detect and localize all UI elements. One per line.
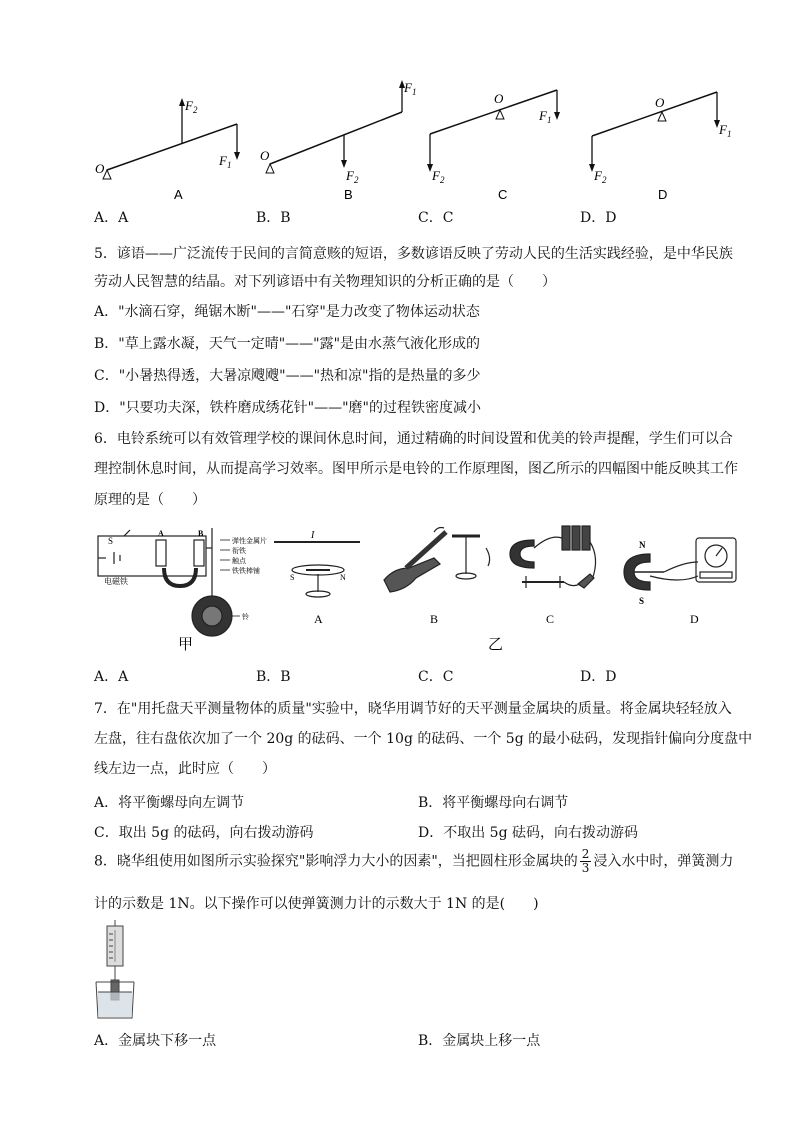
q6-stem-line3: 原理的是（ ） bbox=[94, 492, 206, 508]
lever-a bbox=[95, 98, 240, 179]
q8-stem-line2: 计的示数是 1N。以下操作可以使弹簧测力计的示数大于 1N 的是( ) bbox=[94, 896, 539, 912]
jia-label-1: 衔铁 bbox=[232, 547, 246, 555]
q5-stem-line1: 5．谚语——广泛流传于民间的言简意赅的短语，多数谚语反映了劳动人民的生活实践经验，是中华民族 bbox=[94, 246, 733, 262]
svg-text:F2: $F_2$ bbox=[594, 168, 607, 185]
q7-stem-line1: 7．在"用托盘天平测量物体的质量"实验中，晓华用调节好的天平测量金属块的质量。将金属块轻轻放入 bbox=[94, 701, 732, 717]
lever-b bbox=[260, 80, 416, 185]
yi-caption-c: C bbox=[546, 612, 555, 626]
yi-b-static bbox=[384, 528, 490, 593]
lever-caption-d: D bbox=[658, 187, 668, 202]
q6-stem-line2: 理控制休息时间，从而提高学习效率。图甲所示是电铃的工作原理图，图乙所示的四幅图中能反映其工作 bbox=[94, 461, 738, 477]
current-label: I bbox=[311, 530, 315, 541]
q5-option-b[interactable]: B．"草上露水凝，天气一定晴"——"露"是由水蒸气液化形成的 bbox=[94, 336, 481, 352]
q8-option-b[interactable]: B．金属块上移一点 bbox=[418, 1033, 541, 1049]
svg-text:O: O bbox=[655, 95, 665, 110]
q4-option-c[interactable]: C．C bbox=[418, 210, 454, 226]
svg-text:F2: $F_2$ bbox=[432, 168, 445, 185]
jia-label-4: 铃 bbox=[242, 613, 249, 621]
lever-caption-b: B bbox=[344, 187, 353, 202]
q6-option-d[interactable]: D．D bbox=[580, 669, 617, 685]
q4-option-b[interactable]: B．B bbox=[256, 210, 291, 226]
svg-text:O: O bbox=[494, 91, 504, 106]
jia-caption: 甲 bbox=[178, 637, 194, 653]
terminal-b: B bbox=[198, 529, 204, 538]
svg-text:F1: $F_1$ bbox=[404, 80, 417, 97]
yi-a-oersted bbox=[274, 542, 360, 597]
q8-option-a[interactable]: A．金属块下移一点 bbox=[94, 1033, 217, 1049]
yi-caption-d: D bbox=[690, 612, 699, 626]
compass-s: S bbox=[290, 573, 295, 582]
q5-option-d[interactable]: D．"只要功夫深，铁杵磨成绣花针"——"磨"的过程铁密度减小 bbox=[94, 400, 481, 416]
q7-stem-line3: 线左边一点，此时应（ ） bbox=[94, 761, 276, 777]
q7-option-d[interactable]: D．不取出 5g 砝码，向右拨动游码 bbox=[418, 825, 638, 841]
q8-fraction bbox=[580, 848, 592, 875]
svg-text:F2: $F_2$ bbox=[185, 98, 198, 115]
q6-option-b[interactable]: B．B bbox=[256, 669, 291, 685]
yi-caption-a: A bbox=[314, 612, 323, 626]
q6-option-a[interactable]: A．A bbox=[94, 669, 129, 685]
switch-label: S bbox=[108, 536, 114, 546]
q5-option-a[interactable]: A．"水滴石穿，绳锯木断"——"石穿"是力改变了物体运动状态 bbox=[94, 304, 480, 320]
q4-option-a[interactable]: A．A bbox=[94, 210, 129, 226]
compass-n: N bbox=[340, 573, 346, 582]
lever-caption-a: A bbox=[174, 187, 183, 202]
q6-figure bbox=[94, 518, 744, 653]
q8-stem-pre: 8．晓华组使用如图所示实验探究"影响浮力大小的因素"，当把圆柱形金属块的 bbox=[94, 853, 578, 870]
lever-d bbox=[589, 92, 731, 185]
q6-option-c[interactable]: C．C bbox=[418, 669, 454, 685]
q8-stem-line1 bbox=[94, 848, 733, 875]
svg-text:F1: $F_1$ bbox=[219, 153, 232, 170]
jia-label-0: 弹性金属片 bbox=[232, 537, 267, 545]
q5-stem-line2: 劳动人民智慧的结晶。对下列谚语中有关物理知识的分析正确的是（ ） bbox=[94, 274, 556, 290]
svg-text:F1: $F_1$ bbox=[719, 122, 732, 139]
magnet-s: S bbox=[639, 596, 645, 606]
jia-label-3: 铁铁棒铺 bbox=[232, 567, 260, 575]
q7-option-b[interactable]: B．将平衡螺母向右调节 bbox=[418, 795, 569, 811]
q8-figure bbox=[90, 920, 140, 1020]
q8-stem-post: 浸入水中时，弹簧测力 bbox=[593, 853, 734, 870]
q8-frac-den: 3 bbox=[581, 861, 590, 875]
label-o: O bbox=[95, 161, 105, 176]
electromagnet-label: 电磁铁 bbox=[104, 577, 128, 586]
lever-caption-c: C bbox=[498, 187, 508, 202]
svg-text:F1: $F_1$ bbox=[539, 108, 552, 125]
lever-figure bbox=[92, 72, 732, 202]
yi-caption-b: B bbox=[430, 612, 439, 626]
q7-option-a[interactable]: A．将平衡螺母向左调节 bbox=[94, 795, 245, 811]
q7-stem-line2: 左盘，往右盘依次加了一个 20g 的砝码、一个 10g 的砝码、一个 5g 的最小砝码，发现指针偏向分度盘中 bbox=[94, 731, 753, 747]
lever-c bbox=[427, 90, 560, 185]
q5-option-c[interactable]: C．"小暑热得透，大暑凉飕飕"——"热和凉"指的是热量的多少 bbox=[94, 368, 481, 384]
q8-frac-num: 2 bbox=[581, 847, 590, 861]
terminal-a: A bbox=[158, 529, 164, 538]
magnet-n: N bbox=[639, 540, 646, 550]
q7-option-c[interactable]: C．取出 5g 的砝码，向右拨动游码 bbox=[94, 825, 314, 841]
yi-caption: 乙 bbox=[488, 637, 504, 653]
q4-option-d[interactable]: D．D bbox=[580, 210, 617, 226]
svg-text:O: O bbox=[260, 148, 270, 163]
yi-c-motor bbox=[510, 526, 596, 588]
q6-stem-line1: 6．电铃系统可以有效管理学校的课间休息时间，通过精确的时间设置和优美的铃声提醒，学生们可以合 bbox=[94, 431, 733, 447]
svg-text:F2: $F_2$ bbox=[346, 168, 359, 185]
jia-label-2: 触点 bbox=[232, 557, 246, 565]
